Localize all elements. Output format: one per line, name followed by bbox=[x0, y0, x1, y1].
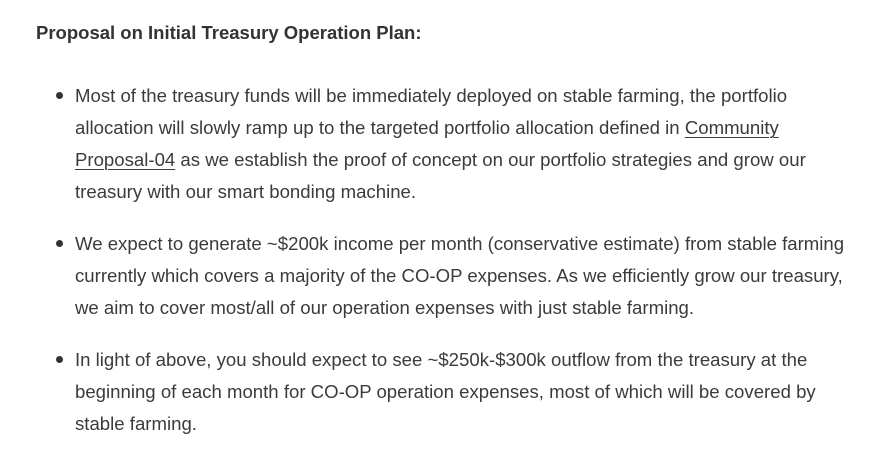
community-proposal-link[interactable]: Community Proposal-04 bbox=[75, 117, 779, 170]
bullet-icon bbox=[56, 92, 63, 99]
bullet-text-part: as we establish the proof of concept on our portfolio strategies and grow our treasury with our smart bonding machine. bbox=[75, 149, 806, 202]
list-item bbox=[0, 228, 855, 324]
list-item bbox=[0, 80, 855, 208]
bullet-text: We expect to generate ~$200k income per month (conservative estimate) from stable farming currently which covers a majority of the CO-OP expenses. As we efficiently grow our treasury, we aim to cover most/all of our operation expenses with just stable farming. bbox=[75, 233, 845, 318]
bullet-text: In light of above, you should expect to see ~$250k-$300k outflow from the treasury at the beginning of each month for CO-OP operation expenses, most of which will be covered by stable farming. bbox=[75, 349, 816, 434]
bullet-list bbox=[0, 80, 888, 456]
bullet-icon bbox=[56, 356, 63, 363]
list-item bbox=[0, 344, 855, 440]
section-heading: Proposal on Initial Treasury Operation Plan: bbox=[36, 22, 422, 43]
bullet-text-part: Most of the treasury funds will be immediately deployed on stable farming, the portfolio allocation will slowly ramp up to the targeted portfolio allocation defined in bbox=[75, 85, 788, 138]
bullet-icon bbox=[56, 240, 63, 247]
